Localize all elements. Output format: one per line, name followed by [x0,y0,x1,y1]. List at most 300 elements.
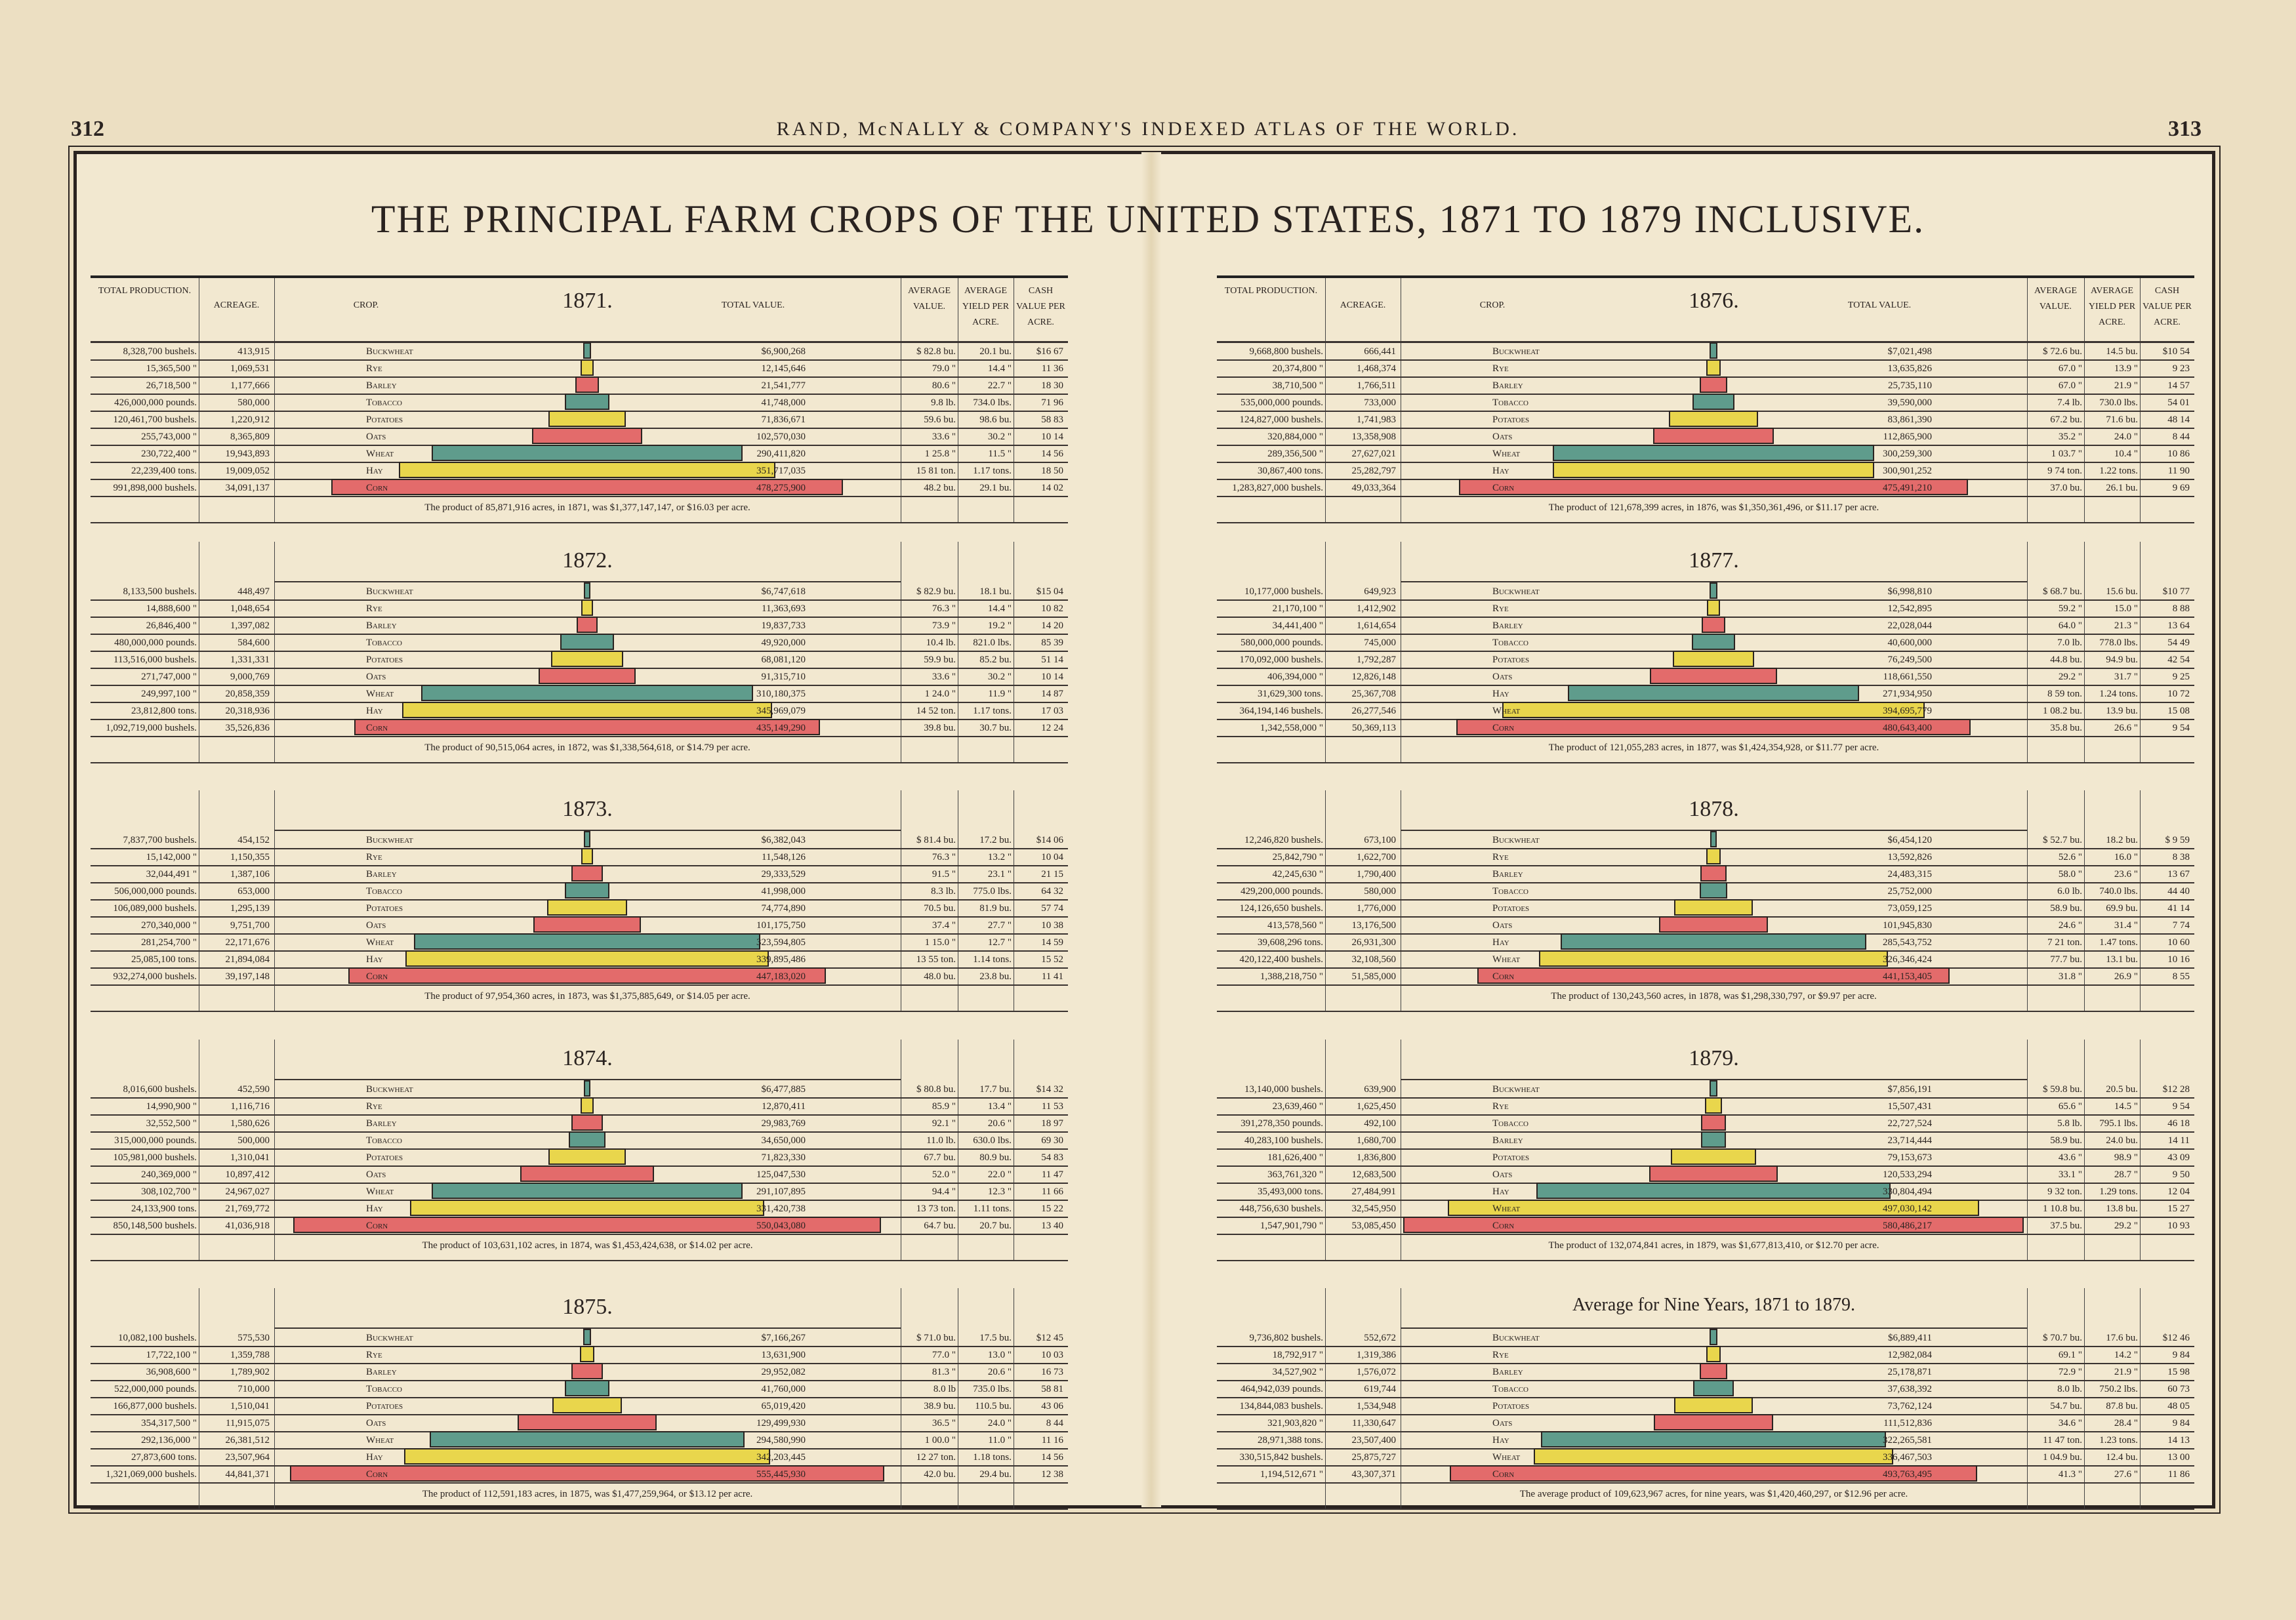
crop-label: Wheat [366,449,394,459]
acreage-cell: 21,769,772 [225,1204,270,1214]
table-row [1217,1114,2194,1133]
cash-value-cell: 18 97 [1041,1118,1063,1129]
cash-value-cell: 15 27 [2167,1204,2190,1214]
panel-year-title: 1876. [1689,289,1739,313]
year-panel [1217,1288,2194,1509]
crop-label: Oats [1492,920,1513,931]
total-value-cell: 22,028,044 [1887,620,1932,631]
table-row [91,1380,1068,1398]
cash-value-cell: 18 30 [1041,380,1063,391]
acreage-cell: 39,197,148 [225,971,270,982]
table-row [91,359,1068,378]
panel-footnote: The product of 121,678,399 acres, in 1876, was $1,350,361,496, or $11.17 per acre. [1548,502,1879,513]
average-value-cell: 81.3 " [932,1367,956,1377]
crop-label: Barley [366,1118,397,1129]
production-cell: 28,971,388 tons. [1257,1435,1323,1446]
average-value-cell: 79.0 " [932,363,956,374]
average-yield-cell: 14.2 " [2114,1350,2138,1360]
average-yield-cell: 30.2 " [987,432,1012,442]
average-yield-cell: 28.7 " [2114,1169,2138,1180]
bar-barley [1700,1363,1727,1379]
cash-value-cell: 48 14 [2167,415,2190,425]
average-yield-cell: 24.0 " [2114,432,2138,442]
average-value-cell: 92.1 " [932,1118,956,1129]
average-value-cell: 67.0 " [2058,363,2082,374]
bar-tobacco [1693,1380,1733,1396]
average-yield-cell: 17.2 bu. [979,835,1012,845]
total-value-cell: 291,107,895 [756,1186,806,1197]
crop-label: Corn [1492,971,1515,982]
cash-value-cell: 51 14 [1041,655,1063,665]
table-row [1217,1148,2194,1167]
table-row [91,1183,1068,1201]
production-cell: 40,283,100 bushels. [1244,1135,1323,1146]
cash-value-cell: 48 05 [2167,1401,2190,1411]
production-cell: 448,756,630 bushels. [1239,1204,1323,1214]
crop-label: Tobacco [366,397,403,408]
crop-label: Hay [366,954,383,965]
production-cell: 1,092,719,000 bushels. [106,723,197,733]
average-value-cell: 52.0 " [932,1169,956,1180]
cash-value-cell: $10 77 [2162,586,2190,597]
acreage-cell: 733,000 [1364,397,1396,408]
average-value-cell: 58.9 bu. [2050,903,2082,914]
total-value-cell: 120,533,294 [1883,1169,1932,1180]
acreage-cell: 673,100 [1364,835,1396,845]
table-row [91,1414,1068,1432]
bar-tobacco [1692,634,1735,650]
cash-value-cell: 11 66 [1041,1186,1063,1197]
table-row [91,394,1068,412]
cash-value-cell: 14 56 [1041,1452,1063,1463]
average-yield-cell: 13.9 " [2114,363,2138,374]
total-value-cell: 23,714,444 [1887,1135,1932,1146]
cash-value-cell: 10 82 [1041,603,1063,614]
acreage-cell: 1,510,041 [230,1401,270,1411]
crop-label: Hay [366,1204,383,1214]
bar-potatoes [1671,1148,1755,1165]
bar-wheat [430,1431,745,1448]
bar-wheat [432,445,742,461]
average-yield-cell: 750.2 lbs. [2099,1384,2138,1394]
total-value-cell: 12,870,411 [762,1101,806,1112]
header-rule [1217,324,2194,343]
crop-label: Wheat [366,1186,394,1197]
bar-tobacco [560,634,613,650]
acreage-cell: 22,171,676 [225,937,270,948]
total-value-cell: 29,983,769 [761,1118,806,1129]
average-value-cell: 59.9 bu. [924,655,956,665]
column-header-total-value: TOTAL VALUE. [721,300,785,310]
bar-buckwheat [1710,342,1717,359]
acreage-cell: 1,387,106 [230,869,270,880]
bar-buckwheat [584,831,590,847]
average-value-cell: 1 03.7 " [2051,449,2082,459]
bar-oats [1653,428,1774,444]
acreage-cell: 25,875,727 [1351,1452,1396,1463]
total-value-cell: 25,752,000 [1887,886,1932,897]
production-cell: 105,981,000 bushels. [113,1152,197,1163]
panel-bottom-rule [1217,745,2194,763]
column-header-acreage: ACREAGE. [213,300,260,310]
average-yield-cell: 17.5 bu. [979,1333,1012,1343]
panel-footnote: The product of 121,055,283 acres, in 1877, was $1,424,354,928, or $11.77 per acre. [1548,742,1879,753]
bar-potatoes [552,1397,622,1413]
table-row [91,1097,1068,1116]
production-cell: 1,547,901,790 " [1260,1221,1323,1231]
bar-potatoes [551,651,624,667]
average-yield-cell: 20.5 bu. [2106,1084,2138,1095]
bar-barley [571,865,603,881]
average-yield-cell: 1.22 tons. [2099,466,2138,476]
total-value-cell: $7,021,498 [1887,346,1932,357]
table-row [91,617,1068,635]
production-cell: 38,710,500 " [1272,380,1323,391]
cash-value-cell: 11 16 [1041,1435,1063,1446]
crop-label: Tobacco [366,886,403,897]
crop-label: Tobacco [1492,1118,1529,1129]
crop-label: Rye [1492,363,1509,374]
page-title: THE PRINCIPAL FARM CROPS OF THE UNITED STATES, 1871 TO 1879 INCLUSIVE. [371,197,1925,241]
crop-label: Potatoes [366,415,403,425]
crop-label: Oats [366,672,386,682]
column-header-average-yield: AVERAGE YIELD PER ACRE. [962,286,1010,327]
acreage-cell: 1,295,139 [230,903,270,914]
total-value-cell: 475,491,210 [1883,483,1932,493]
average-yield-cell: 17.6 bu. [2106,1333,2138,1343]
average-value-cell: 37.5 bu. [2050,1221,2082,1231]
average-yield-cell: 740.0 lbs. [2099,886,2138,897]
average-value-cell: 6.0 lb. [2057,886,2082,897]
average-yield-cell: 795.1 lbs. [2099,1118,2138,1129]
cash-value-cell: 14 87 [1041,689,1063,699]
total-value-cell: 49,920,000 [761,638,806,648]
average-yield-cell: 730.0 lbs. [2099,397,2138,408]
panel-footnote: The product of 90,515,064 acres, in 1872, was $1,338,564,618, or $14.79 per acre. [424,742,750,753]
table-row [1217,1465,2194,1484]
average-value-cell: 1 04.9 bu. [2043,1452,2082,1463]
crop-label: Hay [366,466,383,476]
average-value-cell: 80.6 " [932,380,956,391]
acreage-cell: 653,000 [237,886,270,897]
average-value-cell: 72.9 " [2058,1367,2082,1377]
table-row [91,831,1068,849]
panel-bottom-rule [91,1243,1068,1261]
crop-label: Corn [366,1469,388,1480]
total-value-cell: 13,635,826 [1887,363,1932,374]
crop-label: Potatoes [1492,655,1530,665]
cash-value-cell: 9 23 [2172,363,2190,374]
panel-year-title: 1878. [1689,797,1739,821]
crop-label: Barley [366,380,397,391]
production-cell: 26,846,400 " [146,620,197,631]
table-row [91,967,1068,986]
production-cell: 17,722,100 " [146,1350,197,1360]
production-cell: 240,369,000 " [141,1169,197,1180]
production-cell: 320,884,000 " [1267,432,1323,442]
production-cell: 113,516,000 bushels. [113,655,197,665]
cash-value-cell: 10 93 [2167,1221,2190,1231]
table-row [91,702,1068,720]
table-row [1217,899,2194,918]
running-head: RAND, McNALLY & COMPANY'S INDEXED ATLAS OF THE WORLD. [776,118,1520,140]
average-value-cell: 59.6 bu. [924,415,956,425]
cash-value-cell: 10 38 [1041,920,1063,931]
total-value-cell: $6,454,120 [1887,835,1932,845]
production-cell: 580,000,000 pounds. [1240,638,1323,648]
acreage-cell: 1,776,000 [1357,903,1396,914]
total-value-cell: 21,541,777 [761,380,806,391]
total-value-cell: 37,638,392 [1887,1384,1932,1394]
column-header-production: TOTAL PRODUCTION. [1224,286,1318,296]
table-row [91,1363,1068,1381]
crop-label: Corn [366,483,388,493]
cash-value-cell: 9 84 [2172,1350,2190,1360]
panel-bottom-rule [91,1491,1068,1510]
crop-label: Rye [366,1101,382,1112]
average-yield-cell: 778.0 lbs. [2099,638,2138,648]
average-value-cell: 31.8 " [2058,971,2082,982]
crop-label: Corn [1492,1221,1515,1231]
total-value-cell: 41,748,000 [761,397,806,408]
acreage-cell: 19,943,893 [225,449,270,459]
production-cell: 230,722,400 " [141,449,197,459]
year-panel [91,275,1068,522]
bar-rye [1706,848,1721,864]
production-cell: 30,867,400 tons. [1257,466,1323,476]
production-cell: 134,844,083 bushels. [1239,1401,1323,1411]
acreage-cell: 500,000 [237,1135,270,1146]
bar-hay [1561,933,1866,950]
production-cell: 21,170,100 " [1272,603,1323,614]
panel-footnote: The product of 130,243,560 acres, in 1878, was $1,298,330,797, or $9.97 per acre. [1551,991,1877,1002]
bar-oats [1650,668,1776,684]
production-cell: 26,718,500 " [146,380,197,391]
bar-barley [1702,617,1725,633]
acreage-cell: 12,826,148 [1351,672,1396,682]
average-value-cell: 33.6 " [932,672,956,682]
crop-label: Corn [1492,1469,1515,1480]
table-row [1217,1448,2194,1467]
average-yield-cell: 19.2 " [987,620,1012,631]
cash-value-cell: 13 64 [2167,620,2190,631]
acreage-cell: 10,897,412 [225,1169,270,1180]
crop-label: Rye [1492,1101,1509,1112]
table-row [1217,342,2194,361]
crop-label: Rye [366,603,382,614]
cash-value-cell: 57 74 [1041,903,1063,914]
average-value-cell: 24.6 " [2058,920,2082,931]
total-value-cell: 550,043,080 [756,1221,806,1231]
average-value-cell: 35.8 bu. [2050,723,2082,733]
average-value-cell: $ 72.6 bu. [2043,346,2082,357]
average-value-cell: 42.0 bu. [924,1469,956,1480]
average-value-cell: 48.2 bu. [924,483,956,493]
total-value-cell: 326,346,424 [1883,954,1932,965]
cash-value-cell: 9 69 [2172,483,2190,493]
production-cell: 9,736,802 bushels. [1249,1333,1323,1343]
cash-value-cell: 9 54 [2172,723,2190,733]
acreage-cell: 413,915 [237,346,270,357]
table-row [1217,1346,2194,1364]
average-value-cell: $ 81.4 bu. [916,835,956,845]
total-value-cell: 34,650,000 [761,1135,806,1146]
average-value-cell: 33.6 " [932,432,956,442]
total-value-cell: 290,411,820 [756,449,806,459]
average-yield-cell: 1.17 tons. [973,706,1012,716]
bar-buckwheat [584,1080,591,1097]
average-value-cell: 58.9 bu. [2050,1135,2082,1146]
total-value-cell: 73,762,124 [1887,1401,1932,1411]
crop-label: Oats [366,1169,386,1180]
cash-value-cell: 12 24 [1041,723,1063,733]
total-value-cell: 41,760,000 [761,1384,806,1394]
production-cell: 1,321,069,000 bushels. [106,1469,197,1480]
cash-value-cell: 9 25 [2172,672,2190,682]
acreage-cell: 454,152 [237,835,270,845]
acreage-cell: 20,318,936 [225,706,270,716]
acreage-cell: 639,900 [1364,1084,1396,1095]
total-value-cell: 29,952,082 [761,1367,806,1377]
bar-barley [1700,865,1727,881]
crop-label: Tobacco [1492,638,1529,648]
cash-value-cell: 46 18 [2167,1118,2190,1129]
table-row [91,462,1068,480]
cash-value-cell: 44 40 [2167,886,2190,897]
bar-potatoes [1674,1397,1753,1413]
total-value-cell: 322,265,581 [1883,1435,1932,1446]
bar-tobacco [1701,1114,1725,1131]
table-row [1217,1165,2194,1184]
bar-rye [581,359,594,376]
table-row [1217,916,2194,935]
average-yield-cell: 14.5 bu. [2106,346,2138,357]
acreage-cell: 23,507,400 [1351,1435,1396,1446]
crop-label: Rye [1492,852,1509,862]
panel-bottom-rule [1217,1243,2194,1261]
production-cell: 34,441,400 " [1272,620,1323,631]
acreage-cell: 1,150,355 [230,852,270,862]
production-cell: 932,274,000 bushels. [113,971,197,982]
table-row [91,1431,1068,1449]
table-row [91,376,1068,395]
production-cell: 354,317,500 " [141,1418,197,1428]
panel-bottom-rule [91,745,1068,763]
table-row [1217,933,2194,952]
table-row [91,865,1068,883]
total-value-cell: 102,570,030 [756,432,806,442]
average-value-cell: $ 59.8 bu. [2043,1084,2082,1095]
average-value-cell: 9 32 ton. [2047,1186,2082,1197]
average-value-cell: 58.0 " [2058,869,2082,880]
production-cell: 15,142,000 " [146,852,197,862]
average-value-cell: 37.4 " [932,920,956,931]
crop-label: Wheat [366,689,394,699]
panel-bottom-rule [91,994,1068,1012]
production-cell: 120,461,700 bushels. [113,415,197,425]
panel-year-title: 1872. [562,548,613,573]
crop-label: Barley [366,1367,397,1377]
crop-label: Hay [366,1452,383,1463]
bar-oats [1659,916,1768,933]
table-row [1217,1329,2194,1347]
production-cell: 31,629,300 tons. [1257,689,1323,699]
production-cell: 8,328,700 bushels. [123,346,197,357]
total-value-cell: 13,592,826 [1887,852,1932,862]
production-cell: 1,283,827,000 bushels. [1232,483,1323,493]
cash-value-cell: 58 83 [1041,415,1063,425]
production-cell: 8,016,600 bushels. [123,1084,197,1095]
acreage-cell: 23,507,964 [225,1452,270,1463]
crop-label: Hay [1492,466,1509,476]
cash-value-cell: 9 84 [2172,1418,2190,1428]
table-row [1217,702,2194,720]
cash-value-cell: 7 74 [2172,920,2190,931]
table-row [1217,1183,2194,1201]
average-yield-cell: 21.3 " [2114,620,2138,631]
average-yield-cell: 11.9 " [988,689,1012,699]
average-yield-cell: 1.11 tons. [973,1204,1012,1214]
table-row [91,1148,1068,1167]
average-yield-cell: 29.1 bu. [979,483,1012,493]
acreage-cell: 12,683,500 [1351,1169,1396,1180]
production-cell: 321,903,820 " [1267,1418,1323,1428]
bar-barley [571,1363,604,1379]
acreage-cell: 1,836,800 [1357,1152,1396,1163]
production-cell: 315,000,000 pounds. [114,1135,197,1146]
average-yield-cell: 85.2 bu. [979,655,1012,665]
production-cell: 391,278,350 pounds. [1240,1118,1323,1129]
crop-label: Oats [1492,1418,1513,1428]
crop-label: Potatoes [1492,1401,1530,1411]
cash-value-cell: 21 15 [1041,869,1063,880]
average-value-cell: 73.9 " [932,620,956,631]
table-row [91,411,1068,429]
production-cell: 406,394,000 " [1267,672,1323,682]
crop-label: Tobacco [366,638,403,648]
year-panel [91,790,1068,1011]
table-row [1217,479,2194,497]
average-value-cell: 5.8 lb. [2057,1118,2082,1129]
total-value-cell: $6,382,043 [761,835,806,845]
bar-rye [580,1346,594,1362]
cash-value-cell: 14 57 [2167,380,2190,391]
total-value-cell: 339,895,486 [756,954,806,965]
cash-value-cell: 54 83 [1041,1152,1063,1163]
table-row [91,1397,1068,1415]
acreage-cell: 452,590 [237,1084,270,1095]
production-cell: 23,639,460 " [1272,1101,1323,1112]
table-row [91,1131,1068,1150]
cash-value-cell: 11 53 [1041,1101,1063,1112]
production-cell: 281,254,700 " [141,937,197,948]
average-yield-cell: 29.2 " [2114,1221,2138,1231]
total-value-cell: 19,837,733 [761,620,806,631]
table-row [91,634,1068,652]
bar-oats [533,916,642,933]
acreage-cell: 1,534,948 [1357,1401,1396,1411]
table-row [1217,462,2194,480]
cash-value-cell: 54 01 [2167,397,2190,408]
total-value-cell: 13,631,900 [761,1350,806,1360]
table-row [1217,428,2194,446]
average-yield-cell: 11.5 " [988,449,1012,459]
table-row [1217,359,2194,378]
table-row [91,1114,1068,1133]
cash-value-cell: 11 86 [2167,1469,2190,1480]
average-yield-cell: 15.0 " [2114,603,2138,614]
production-cell: 1,342,558,000 " [1260,723,1323,733]
